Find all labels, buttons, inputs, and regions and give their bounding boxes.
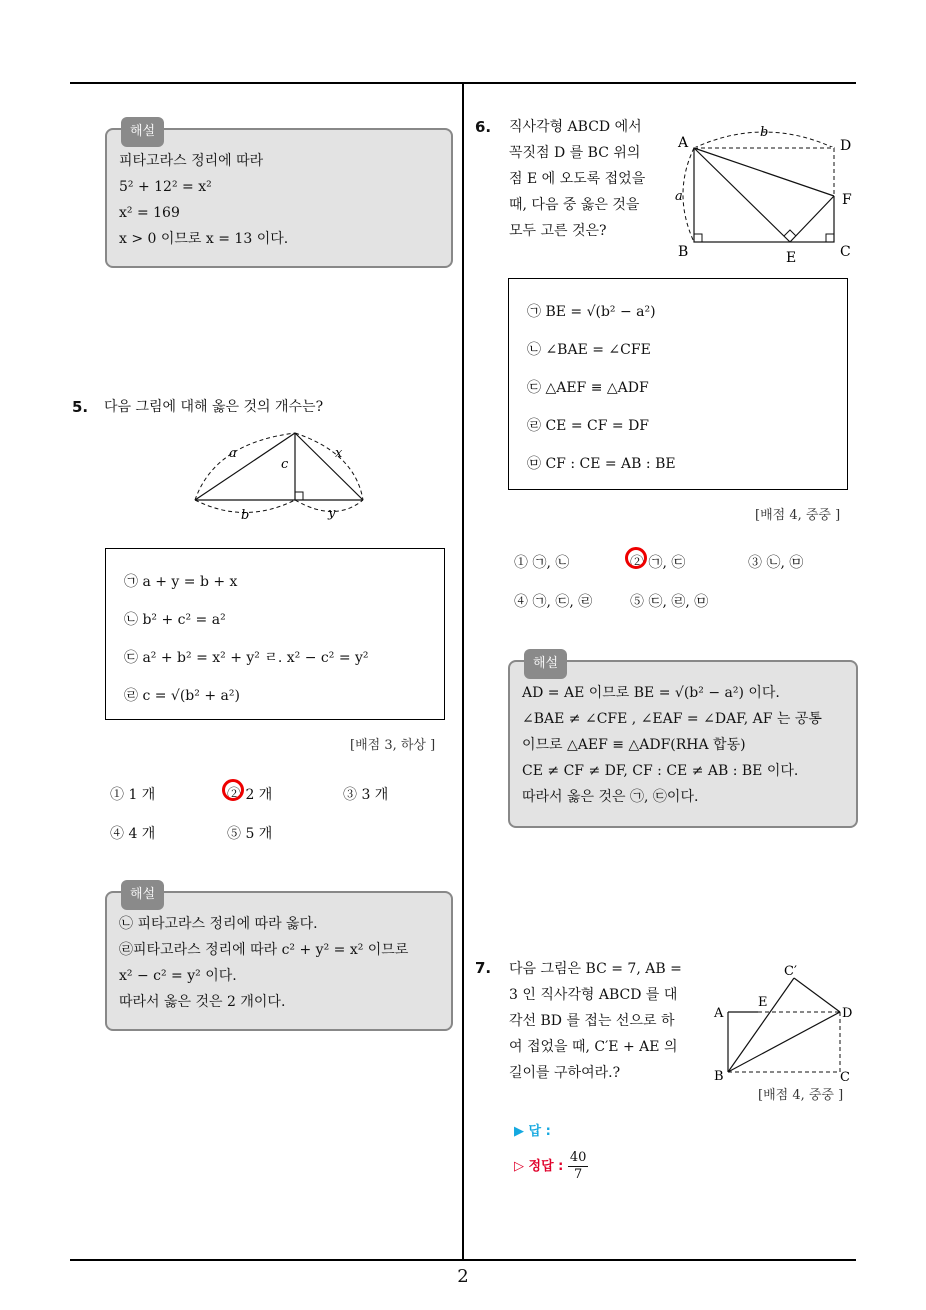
solution-tag: 해설	[524, 649, 567, 679]
question-text-7	[509, 956, 709, 1086]
q5-choices-box	[105, 548, 445, 720]
q5-option-2[interactable]: ② 2 개	[227, 787, 273, 803]
q5-item: ㉠ a + y = b + x	[124, 574, 238, 590]
q7-text-line: 길이를 구하여라.?	[509, 1065, 621, 1081]
q6-choices-box	[508, 278, 848, 490]
question-text-5: 다음 그림에 대해 옳은 것의 개수는?	[104, 399, 324, 415]
q5-option-1[interactable]: ① 1 개	[110, 787, 156, 803]
q6-option-5[interactable]: ⑤ ㉢, ㉣, ㉤	[630, 594, 709, 610]
bottom-rule	[70, 1259, 856, 1261]
q5-figure	[185, 425, 375, 523]
label-F: F	[842, 192, 852, 208]
q5-score: [배점 3, 하상 ]	[350, 738, 436, 753]
q6-option-3[interactable]: ③ ㉡, ㉤	[748, 555, 804, 571]
q5-item: ㉡ b² + c² = a²	[124, 612, 226, 628]
solution-line: 피타고라스 정리에 따라	[119, 153, 264, 169]
q6-item: ㉢ △AEF ≡ △ADF	[527, 380, 649, 396]
correct-answer	[514, 1150, 588, 1183]
q7-figure	[712, 962, 860, 1084]
selected-answer-mark	[625, 547, 647, 569]
label-y: y	[328, 506, 336, 521]
q6-option-2[interactable]: ② ㉠, ㉢	[630, 555, 686, 571]
label-b: b	[241, 508, 250, 523]
solution-line: 따라서 옳은 것은 2 개이다.	[119, 994, 286, 1010]
correct-answer-label: ▷ 정답 :	[514, 1159, 564, 1174]
label-B: B	[714, 1069, 724, 1084]
label-D: D	[842, 1006, 853, 1021]
solution-box-q4	[105, 124, 453, 268]
solution-line: 이므로 △AEF ≡ △ADF(RHA 합동)	[522, 737, 746, 753]
q7-text-line: 3 인 직사각형 ABCD 를 대	[509, 987, 678, 1003]
label-B: B	[678, 244, 689, 260]
q7-text-line: 각선 BD 를 접는 선으로 하	[509, 1013, 675, 1029]
solution-line: 5² + 12² = x²	[119, 179, 212, 195]
label-E: E	[758, 995, 768, 1010]
q6-text-line: 점 E 에 오도록 접었을	[509, 171, 646, 187]
q6-score: [배점 4, 중중 ]	[755, 508, 841, 523]
label-C-prime: C′	[784, 964, 797, 979]
solution-line: x² − c² = y² 이다.	[119, 968, 237, 984]
question-text-6	[509, 114, 669, 244]
q6-item: ㉤ CF : CE = AB : BE	[527, 456, 676, 472]
column-divider	[462, 83, 464, 1260]
label-c: c	[281, 457, 289, 472]
answer-label: ▶ 답 :	[514, 1124, 551, 1139]
label-a: a	[675, 189, 683, 204]
label-a: a	[229, 446, 237, 461]
label-C: C	[840, 244, 851, 260]
fraction-numerator: 40	[569, 1150, 587, 1165]
label-A: A	[678, 135, 689, 151]
question-number-6: 6.	[475, 118, 492, 136]
fraction-denominator: 7	[574, 1167, 583, 1182]
solution-box-q6	[508, 656, 858, 828]
question-number-7: 7.	[475, 959, 492, 977]
solution-tag: 해설	[121, 117, 164, 147]
q6-text-line: 때, 다음 중 옳은 것을	[509, 197, 640, 213]
q6-item: ㉡ ∠BAE = ∠CFE	[527, 342, 651, 358]
selected-answer-mark	[222, 779, 244, 801]
label-D: D	[840, 138, 852, 154]
q6-item: ㉠ BE = √(b² − a²)	[527, 304, 656, 320]
label-E: E	[786, 250, 797, 266]
solution-box-q5	[105, 887, 453, 1031]
q5-option-3[interactable]: ③ 3 개	[343, 787, 389, 803]
solution-line: ㉣피타고라스 정리에 따라 c² + y² = x² 이므로	[119, 942, 409, 958]
q7-score: [배점 4, 중중 ]	[758, 1088, 844, 1103]
solution-line: ㉡ 피타고라스 정리에 따라 옳다.	[119, 916, 318, 932]
q6-option-1[interactable]: ① ㉠, ㉡	[514, 555, 570, 571]
q5-option-5[interactable]: ⑤ 5 개	[227, 826, 273, 842]
q6-text-line: 꼭짓점 D 를 BC 위의	[509, 145, 641, 161]
label-x: x	[335, 446, 343, 461]
solution-tag: 해설	[121, 880, 164, 910]
solution-line: CE ≠ CF ≠ DF, CF : CE ≠ AB : BE 이다.	[522, 763, 799, 779]
q5-item: ㉢ a² + b² = x² + y² ㄹ. x² − c² = y²	[124, 650, 369, 666]
page-number: 2	[457, 1266, 469, 1287]
q6-text-line: 모두 고른 것은?	[509, 223, 607, 239]
question-number-5: 5.	[72, 398, 89, 416]
solution-line: 따라서 옳은 것은 ㉠, ㉢이다.	[522, 789, 699, 805]
q6-item: ㉣ CE = CF = DF	[527, 418, 650, 434]
label-b: b	[760, 125, 769, 140]
q5-option-4[interactable]: ④ 4 개	[110, 826, 156, 842]
correct-answer-fraction	[568, 1150, 589, 1183]
q6-figure	[672, 120, 862, 270]
solution-line: ∠BAE ≠ ∠CFE , ∠EAF = ∠DAF, AF 는 공통	[522, 711, 822, 727]
q7-text-line: 다음 그림은 BC = 7, AB =	[509, 961, 682, 977]
q6-text-line: 직사각형 ABCD 에서	[509, 119, 642, 135]
solution-line: x² = 169	[119, 205, 180, 221]
q6-option-4[interactable]: ④ ㉠, ㉢, ㉣	[514, 594, 593, 610]
q7-text-line: 여 접었을 때, C′E + AE 의	[509, 1039, 678, 1055]
solution-line: x > 0 이므로 x = 13 이다.	[119, 231, 289, 247]
label-C: C	[840, 1070, 850, 1084]
q5-item: ㉣ c = √(b² + a²)	[124, 688, 240, 704]
solution-line: AD = AE 이므로 BE = √(b² − a²) 이다.	[522, 685, 780, 701]
label-A: A	[714, 1006, 724, 1021]
